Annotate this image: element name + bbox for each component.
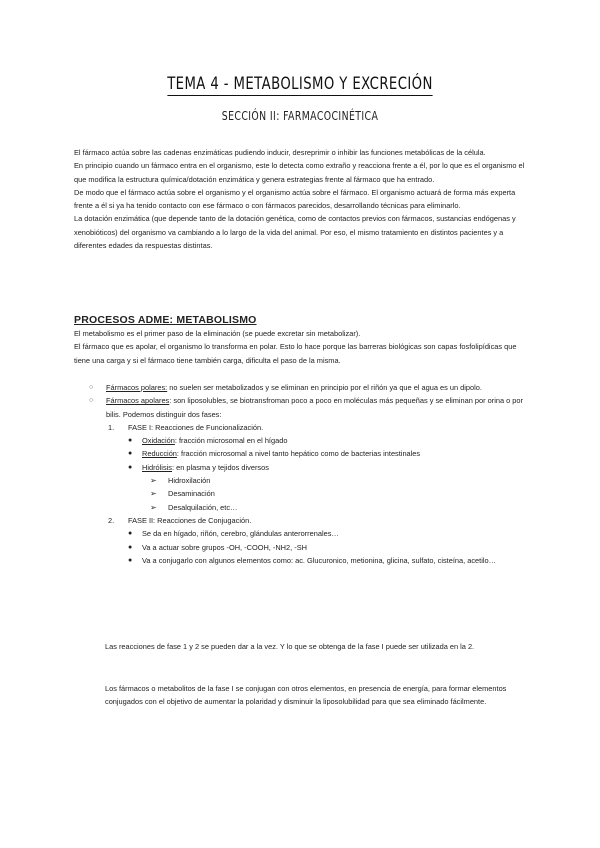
oxidation-term: Oxidación xyxy=(142,436,175,446)
section-paragraph-1: El metabolismo es el primer paso de la eliminación (se puede excretar sin metabolizar). xyxy=(74,329,361,338)
conjugation-groups-text: Va a actuar sobre grupos -OH, -COOH, -NH2, -SH xyxy=(142,542,307,552)
closing-text-1: Las reacciones de fase 1 y 2 se pueden dar a la vez. Y lo que se obtenga de la fase I puede ser utilizada en la 2. xyxy=(105,642,475,651)
hydrolysis-term: Hidrólisis xyxy=(142,462,172,472)
intro-paragraph-1: El fármaco actúa sobre las cadenas enzimáticas pudiendo inducir, desreprimir o inhibir las funciones metabólicas de la célula. xyxy=(74,148,486,157)
intro-paragraph-3: De modo que el fármaco actúa sobre el organismo y el organismo actúa sobre el fármaco. El organismo actuará de forma más experta frente a él si ya ha tenido contacto con ese fármaco o con fármacos parecidos, desarrollando técnicas para eliminarlo. xyxy=(74,187,516,211)
intro-paragraph-2: En principio cuando un fármaco entra en el organismo, este lo detecta como extraño y reacciona frente a él, por lo que es el organismo el que modifica la estructura química/dotación enzimática y genera estrategias frente al fármaco que ha entrado. xyxy=(74,161,525,184)
hydrolysis-text: : en plasma y tejidos diversos xyxy=(171,462,269,472)
closing-paragraph-1 xyxy=(105,640,528,653)
drug-types-list xyxy=(88,381,529,567)
closing-paragraph-2 xyxy=(105,682,528,709)
intro-paragraph-4: La dotación enzimática (que depende tanto de la dotación genética, como de contactos previos con fármacos, sustancias endógenas y xenobióticos) del organismo va cambiando a lo largo de la vida del animal. Por eso, el mismo tratamiento en distintos pacientes y a diferentes edades da respuestas distintas. xyxy=(74,214,516,251)
polar-term: Fármacos polares: xyxy=(106,383,168,392)
arrow-bullet-icon: ➢ xyxy=(150,489,157,499)
list-item-apolar xyxy=(88,394,529,421)
phase-1 xyxy=(88,421,529,434)
list-item-hydrolysis xyxy=(88,461,529,474)
polar-text: no suelen ser metabolizados y se eliminan en principio por el riñón ya que el agua es un dipolo. xyxy=(167,383,482,392)
closing-text-2: Los fármacos o metabolitos de la fase I se conjugan con otros elementos, en presencia de energía, para formar elementos conjugados con el objetivo de aumentar la polaridad y disminuir la liposolubilidad para que sea eliminado fácilmente. xyxy=(105,684,507,707)
dot-bullet-icon: ● xyxy=(128,450,133,458)
list-item-conjugation-groups xyxy=(88,541,529,554)
arrow-bullet-icon: ➢ xyxy=(150,502,157,512)
page-title xyxy=(66,74,534,94)
dot-bullet-icon: ● xyxy=(128,530,133,538)
dot-bullet-icon: ● xyxy=(128,437,133,445)
list-item-reduction xyxy=(88,447,529,460)
reduction-term: Reducción xyxy=(142,449,177,459)
apolar-term: Fármacos apolares xyxy=(106,396,170,406)
circle-bullet-icon: ○ xyxy=(89,397,94,405)
dot-bullet-icon: ● xyxy=(128,556,133,564)
hydroxylation-text: Hidroxilación xyxy=(168,476,211,486)
dot-bullet-icon: ● xyxy=(128,543,133,551)
dealkylation-text: Desalquilación, etc… xyxy=(168,502,238,512)
phase-2 xyxy=(88,514,529,527)
section-heading: PROCESOS ADME: METABOLISMO xyxy=(74,314,257,326)
phase-1-number: 1. xyxy=(108,422,115,432)
phase-1-label: FASE I: Reacciones de Funcionalización. xyxy=(128,422,264,432)
list-item-hydroxylation xyxy=(88,474,529,487)
phase-2-label: FASE II: Reacciones de Conjugación. xyxy=(128,515,252,525)
list-item-deamination xyxy=(88,487,529,500)
reduction-text: : fracción microsomal a nivel tanto hepático como de bacterias intestinales xyxy=(176,449,421,459)
conjugation-elements-text: Va a conjugarlo con algunos elementos como: ac. Glucuronico, metionina, glicina, sulfato, cisteína, acetilo… xyxy=(142,555,496,565)
section-body xyxy=(74,327,529,367)
apolar-text: : son liposolubles, se biotransfroman poco a poco en moléculas más pequeñas y se eliminan por orina o por bilis. Podemos distinguir dos fases: xyxy=(106,396,523,419)
list-item-conjugation-elements xyxy=(88,554,529,567)
list-item-conjugation-sites xyxy=(88,527,529,540)
phase-2-number: 2. xyxy=(108,515,115,525)
list-item-dealkylation xyxy=(88,501,529,514)
arrow-bullet-icon: ➢ xyxy=(150,476,157,486)
conjugation-sites-text: Se da en hígado, riñón, cerebro, glándulas anterorrenales… xyxy=(142,529,339,539)
list-item-polar xyxy=(88,381,529,394)
circle-bullet-icon: ○ xyxy=(89,384,94,391)
intro-text xyxy=(74,146,529,252)
page-subtitle: SECCIÓN II: FARMACOCINÉTICA xyxy=(221,109,379,123)
deamination-text: Desaminación xyxy=(168,489,215,499)
section-paragraph-2: El fármaco que es apolar, el organismo lo transforma en polar. Esto lo hace porque las barreras biológicas son capas fosfolipídicas que tiene una carga y si el fármaco tiene también carga, dificulta el paso de la misma. xyxy=(74,342,517,365)
oxidation-text: : fracción microsomal en el hígado xyxy=(174,436,288,446)
dot-bullet-icon: ● xyxy=(128,463,133,471)
page-title-text: TEMA 4 - METABOLISMO Y EXCRECIÓN xyxy=(167,74,433,94)
list-item-oxidation xyxy=(88,434,529,447)
